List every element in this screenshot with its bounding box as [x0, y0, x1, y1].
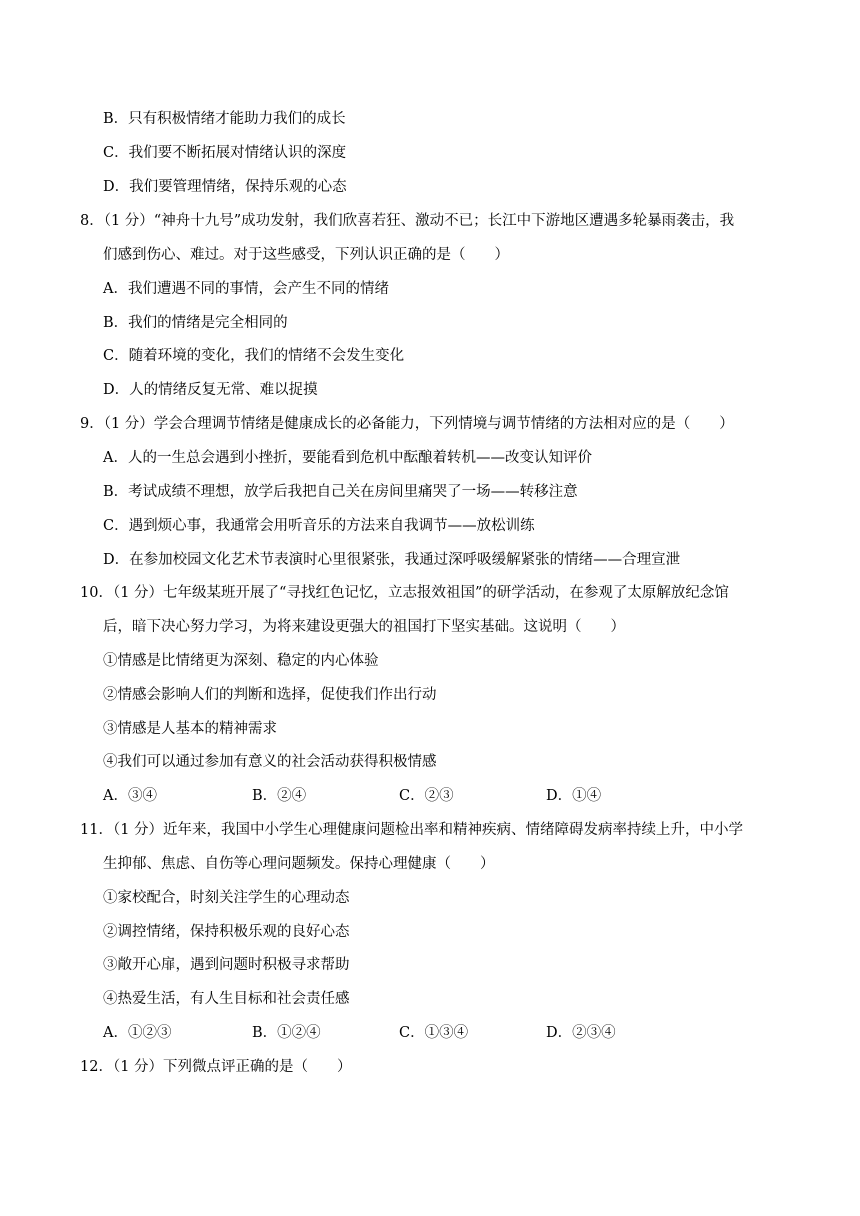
q11-statement-2: ②调控情绪，保持积极乐观的良好心态	[103, 924, 350, 940]
q11-option-a: A．①②③	[103, 1025, 172, 1041]
q8-option-b: B．我们的情绪是完全相同的	[103, 315, 288, 331]
q10-option-a: A．③④	[103, 788, 157, 804]
q11-stem-line1: 11．（1 分）近年来，我国中小学生心理健康问题检出率和精神疾病、情绪障碍发病率持续上升，中小学	[80, 822, 744, 838]
q10-option-d: D．①④	[546, 788, 602, 804]
q11-option-b: B．①②④	[252, 1025, 321, 1041]
q8-stem-line2: 们感到伤心、难过。对于这些感受，下列认识正确的是（ ）	[103, 247, 509, 263]
q7-option-b: B．只有积极情绪才能助力我们的成长	[103, 111, 346, 127]
q8-stem-line1: 8．（1 分）“神舟十九号”成功发射，我们欣喜若狂、激动不已；长江中下游地区遭遇多轮暴雨袭击，我	[80, 213, 735, 229]
q10-statement-2: ②情感会影响人们的判断和选择，促使我们作出行动	[103, 687, 437, 703]
q9-option-a: A．人的一生总会遇到小挫折，要能看到危机中酝酿着转机——改变认知评价	[103, 450, 592, 466]
q11-option-c: C．①③④	[399, 1025, 469, 1041]
q9-option-c: C．遇到烦心事，我通常会用听音乐的方法来自我调节——放松训练	[103, 518, 535, 534]
q7-option-d: D．我们要管理情绪，保持乐观的心态	[103, 179, 347, 195]
q11-statement-4: ④热爱生活，有人生目标和社会责任感	[103, 991, 350, 1007]
q9-option-d: D．在参加校园文化艺术节表演时心里很紧张，我通过深呼吸缓解紧张的情绪——合理宣泄	[103, 552, 681, 568]
q10-statement-3: ③情感是人基本的精神需求	[103, 721, 277, 737]
q10-option-b: B．②④	[252, 788, 307, 804]
q8-option-c: C．随着环境的变化，我们的情绪不会发生变化	[103, 348, 405, 364]
q8-option-d: D．人的情绪反复无常、难以捉摸	[103, 382, 318, 398]
q10-stem-line1: 10．（1 分）七年级某班开展了“寻找红色记忆，立志报效祖国”的研学活动，在参观了太原解放纪念馆	[80, 585, 729, 601]
q7-option-c: C．我们要不断拓展对情绪认识的深度	[103, 145, 347, 161]
q10-statement-4: ④我们可以通过参加有意义的社会活动获得积极情感	[103, 754, 437, 770]
q10-stem-line2: 后，暗下决心努力学习，为将来建设更强大的祖国打下坚实基础。这说明（ ）	[103, 619, 625, 635]
q8-option-a: A．我们遭遇不同的事情，会产生不同的情绪	[103, 281, 389, 297]
q12-stem-line1: 12．（1 分）下列微点评正确的是（ ）	[80, 1059, 352, 1075]
q11-stem-line2: 生抑郁、焦虑、自伤等心理问题频发。保持心理健康（ ）	[103, 856, 495, 872]
q10-option-c: C．②③	[399, 788, 454, 804]
q11-statement-1: ①家校配合，时刻关注学生的心理动态	[103, 890, 350, 906]
q9-stem-line1: 9．（1 分）学会合理调节情绪是健康成长的必备能力，下列情境与调节情绪的方法相对应的是（ ）	[80, 416, 734, 432]
q10-statement-1: ①情感是比情绪更为深刻、稳定的内心体验	[103, 653, 379, 669]
q11-statement-3: ③敞开心扉，遇到问题时积极寻求帮助	[103, 957, 350, 973]
q9-option-b: B．考试成绩不理想，放学后我把自己关在房间里痛哭了一场——转移注意	[103, 484, 578, 500]
q11-option-d: D．②③④	[546, 1025, 616, 1041]
